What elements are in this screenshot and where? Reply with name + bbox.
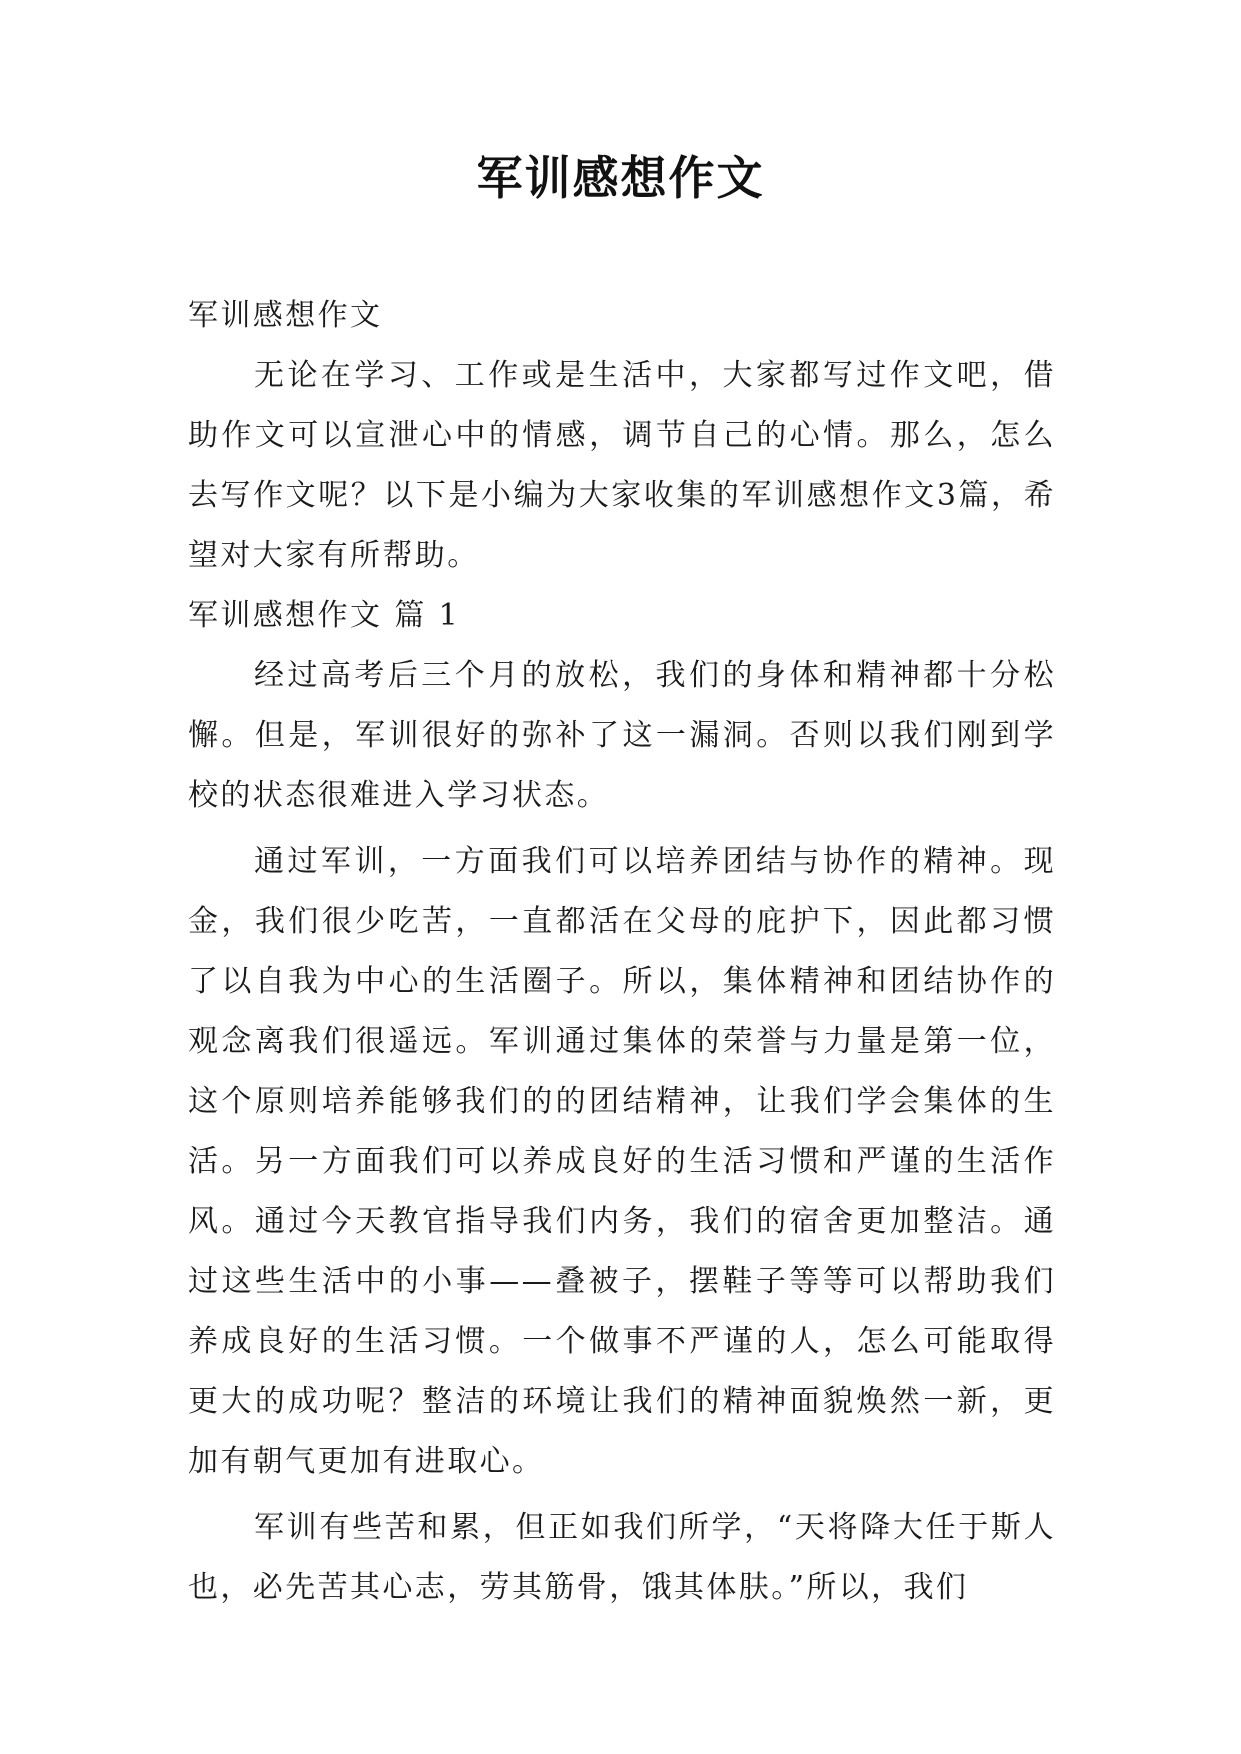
document-subheading: 军训感想作文 — [188, 298, 383, 333]
document-title: 军训感想作文 — [476, 151, 765, 205]
intro-paragraph: 无论在学习、工作或是生活中，大家都写过作文吧，借助作文可以宣泄心中的情感，调节自己的心情。那么，怎么去写作文呢？以下是小编为大家收集的军训感想作文3篇，希望对大家有所帮助。 — [188, 358, 1056, 573]
body-paragraph-2: 通过军训，一方面我们可以培养团结与协作的精神。现金，我们很少吃苦，一直都活在父母的庇护下，因此都习惯了以自我为中心的生活圈子。所以，集体精神和团结协作的观念离我们很遥远。军训通过集体的荣誉与力量是第一位，这个原则培养能够我们的的团结精神，让我们学会集体的生活。另一方面我们可以养成良好的生活习惯和严谨的生活作风。通过今天教官指导我们内务，我们的宿舍更加整洁。通过这些生活中的小事——叠被子，摆鞋子等等可以帮助我们养成良好的生活习惯。一个做事不严谨的人，怎么可能取得更大的成功呢？整洁的环境让我们的精神面貌焕然一新，更加有朝气更加有进取心。 — [188, 844, 1056, 1479]
body-paragraph-1: 经过高考后三个月的放松，我们的身体和精神都十分松懈。但是，军训很好的弥补了这一漏洞。否则以我们刚到学校的状态很难进入学习状态。 — [188, 658, 1056, 813]
body-paragraph-3: 军训有些苦和累，但正如我们所学，“天将降大任于斯人也，必先苦其心志，劳其筋骨，饿其体肤。”所以，我们 — [188, 1510, 1056, 1605]
section-heading: 军训感想作文 篇 1 — [188, 598, 461, 633]
document-body — [188, 286, 1056, 1618]
